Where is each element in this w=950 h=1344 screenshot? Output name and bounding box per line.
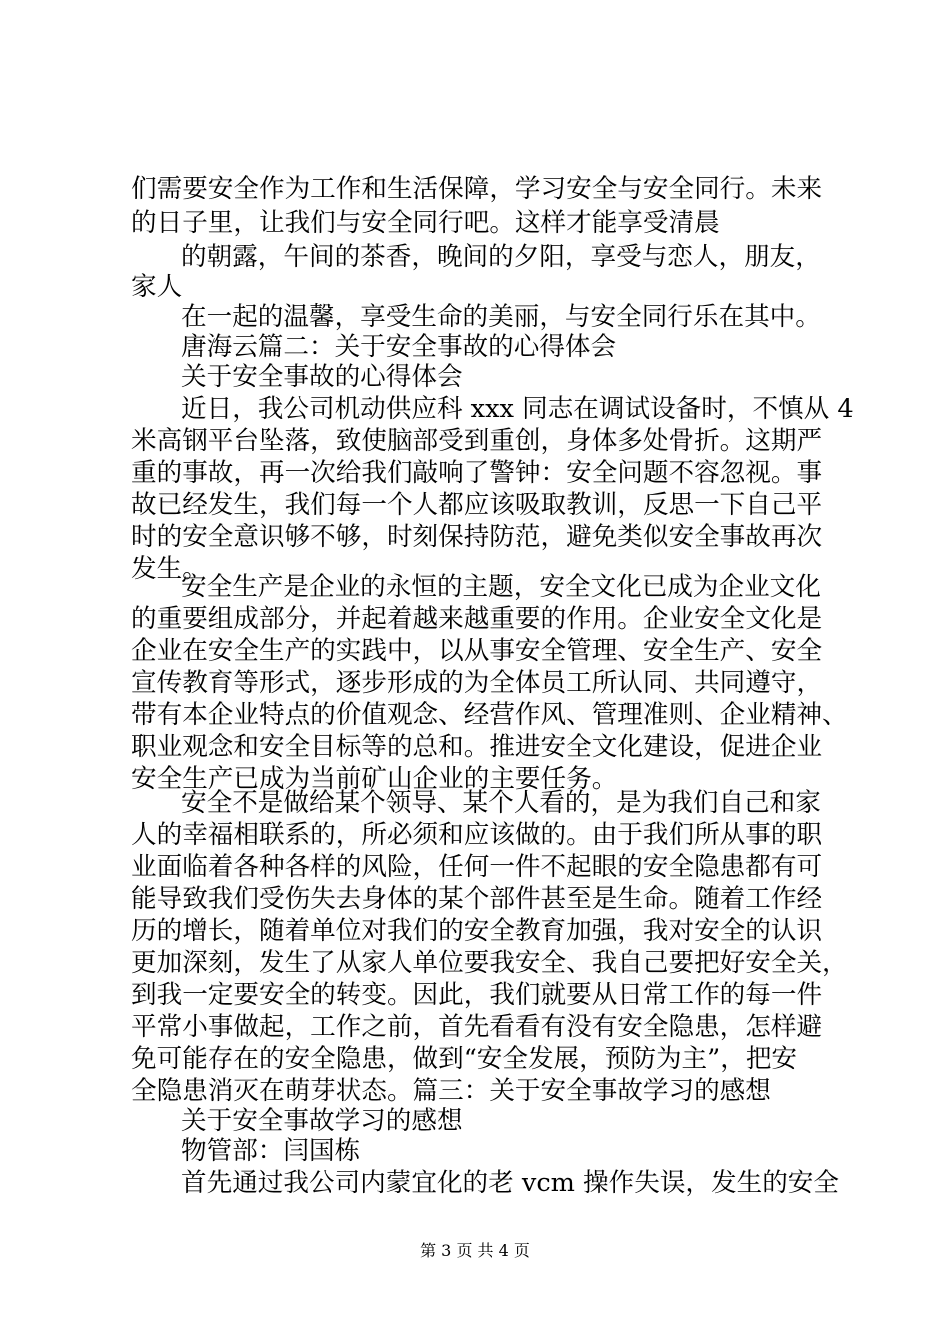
- text-line: 米高钢平台坠落，致使脑部受到重创，身体多处骨折。这期严: [131, 426, 823, 456]
- text-line: 近日，我公司机动供应科 xxx 同志在调试设备时，不慎从 4: [181, 394, 854, 424]
- text-line: 故已经发生，我们每一个人都应该吸取教训，反思一下自己平: [131, 490, 823, 520]
- text-line: 首先通过我公司内蒙宜化的老 vcm 操作失误，发生的安全: [181, 1168, 839, 1198]
- text-line: 职业观念和安全目标等的总和。推进安全文化建设，促进企业: [131, 732, 823, 762]
- text-line: 唐海云篇二：关于安全事故的心得体会: [181, 332, 617, 362]
- text-line: 关于安全事故学习的感想: [181, 1106, 463, 1136]
- text-line: 带有本企业特点的价值观念、经营作风、管理准则、企业精神、: [131, 700, 848, 730]
- text-line: 的朝露，午间的茶香，晚间的夕阳，享受与恋人，朋友，: [181, 242, 821, 272]
- text-line: 全隐患消灭在萌芽状态。篇三：关于安全事故学习的感想: [131, 1076, 771, 1106]
- text-line: 发生。: [131, 554, 208, 584]
- text-line: 到我一定要安全的转变。因此，我们就要从日常工作的每一件: [131, 980, 823, 1010]
- text-line: 安全生产是企业的永恒的主题，安全文化已成为企业文化: [181, 572, 821, 602]
- text-line: 家人: [131, 272, 183, 302]
- text-line: 的重要组成部分，并起着越来越重要的作用。企业安全文化是: [131, 604, 823, 634]
- text-line: 业面临着各种各样的风险，任何一件不起眼的安全隐患都有可: [131, 852, 823, 882]
- text-line: 重的事故，再一次给我们敲响了警钟：安全问题不容忽视。事: [131, 458, 823, 488]
- text-line: 企业在安全生产的实践中，以从事安全管理、安全生产、安全: [131, 636, 823, 666]
- text-line: 们需要安全作为工作和生活保障，学习安全与安全同行。未来: [131, 174, 823, 204]
- text-line: 在一起的温馨，享受生命的美丽，与安全同行乐在其中。: [181, 302, 821, 332]
- page-footer: 第 3 页 共 4 页: [420, 1241, 530, 1260]
- text-line: 免可能存在的安全隐患，做到“安全发展，预防为主”，把安: [131, 1044, 798, 1074]
- text-line: 历的增长，随着单位对我们的安全教育加强，我对安全的认识: [131, 916, 823, 946]
- text-line: 关于安全事故的心得体会: [181, 362, 463, 392]
- text-line: 安全不是做给某个领导、某个人看的，是为我们自己和家: [181, 788, 821, 818]
- text-line: 更加深刻，发生了从家人单位要我安全、我自己要把好安全关，: [131, 948, 848, 978]
- text-line: 的日子里，让我们与安全同行吧。这样才能享受清晨: [131, 208, 720, 238]
- text-line: 宣传教育等形式，逐步形成的为全体员工所认同、共同遵守，: [131, 668, 823, 698]
- text-line: 平常小事做起，工作之前，首先看看有没有安全隐患，怎样避: [131, 1012, 823, 1042]
- text-line: 物管部：闫国栋: [181, 1136, 361, 1166]
- text-line: 安全生产已成为当前矿山企业的主要任务。: [131, 764, 618, 794]
- text-line: 能导致我们受伤失去身体的某个部件甚至是生命。随着工作经: [131, 884, 823, 914]
- text-line: 人的幸福相联系的，所必须和应该做的。由于我们所从事的职: [131, 820, 823, 850]
- text-line: 时的安全意识够不够，时刻保持防范，避免类似安全事故再次: [131, 522, 823, 552]
